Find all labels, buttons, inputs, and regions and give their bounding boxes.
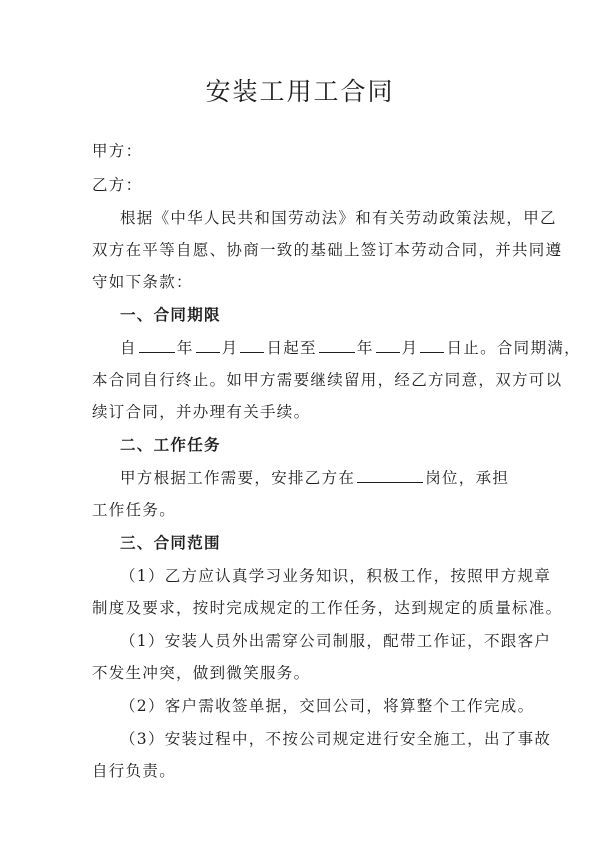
section-2-heading: 二、工作任务 [120, 435, 221, 454]
start-day-blank[interactable] [240, 337, 264, 353]
section-3-line-3: （1）安装人员外出需穿公司制服，配带工作证，不跟客户 [120, 632, 552, 650]
section-3-line-4: 不发生冲突，做到微笑服务。 [92, 664, 311, 682]
page-title: 安装工用工合同 [205, 77, 395, 106]
end-year-blank[interactable] [319, 337, 355, 353]
year-text-2: 年 [356, 339, 374, 357]
section-3-line-6: （3）安装过程中，不按公司规定进行安全施工，出了事故 [120, 730, 552, 748]
day-from-text: 日起至 [266, 339, 317, 357]
section-3-line-7: 自行负责。 [92, 762, 177, 780]
section-1-line-2: 本合同自行终止。如甲方需要继续留用，经乙方同意，双方可以 [92, 371, 563, 389]
end-month-blank[interactable] [376, 337, 400, 353]
section-2-line-2: 工作任务。 [92, 501, 177, 519]
start-month-blank[interactable] [196, 337, 220, 353]
day-end-text: 日止。合同期满， [446, 339, 581, 357]
section-1-heading: 一、合同期限 [120, 305, 221, 324]
term-from-text: 自 [120, 339, 137, 357]
month-text-1: 月 [221, 339, 239, 357]
start-year-blank[interactable] [139, 337, 175, 353]
post-suffix-text: 岗位，承担 [425, 469, 510, 487]
party-a-label: 甲方： [92, 142, 143, 160]
section-3-line-1: （1）乙方应认真学习业务知识，积极工作，按照甲方规章 [120, 567, 552, 585]
term-line [120, 337, 581, 359]
post-prefix-text: 甲方根据工作需要，安排乙方在 [120, 469, 356, 487]
section-1-line-3: 续订合同，并办理有关手续。 [92, 403, 311, 421]
post-blank[interactable] [357, 467, 423, 483]
section-3-heading: 三、合同范围 [120, 533, 221, 552]
section-3-line-2: 制度及要求，按时完成规定的工作任务，达到规定的质量标准。 [92, 599, 563, 617]
party-b-label: 乙方： [92, 176, 143, 194]
intro-line-2: 双方在平等自愿、协商一致的基础上签订本劳动合同，并共同遵 [92, 241, 563, 259]
year-text-1: 年 [176, 339, 194, 357]
section-2-line-1 [120, 467, 509, 489]
section-3-line-5: （2）客户需收签单据，交回公司，将算整个工作完成。 [120, 697, 535, 715]
intro-line-1: 根据《中华人民共和国劳动法》和有关劳动政策法规，甲乙 [120, 209, 557, 227]
intro-line-3: 守如下条款： [92, 273, 193, 291]
month-text-2: 月 [401, 339, 419, 357]
end-day-blank[interactable] [420, 337, 444, 353]
